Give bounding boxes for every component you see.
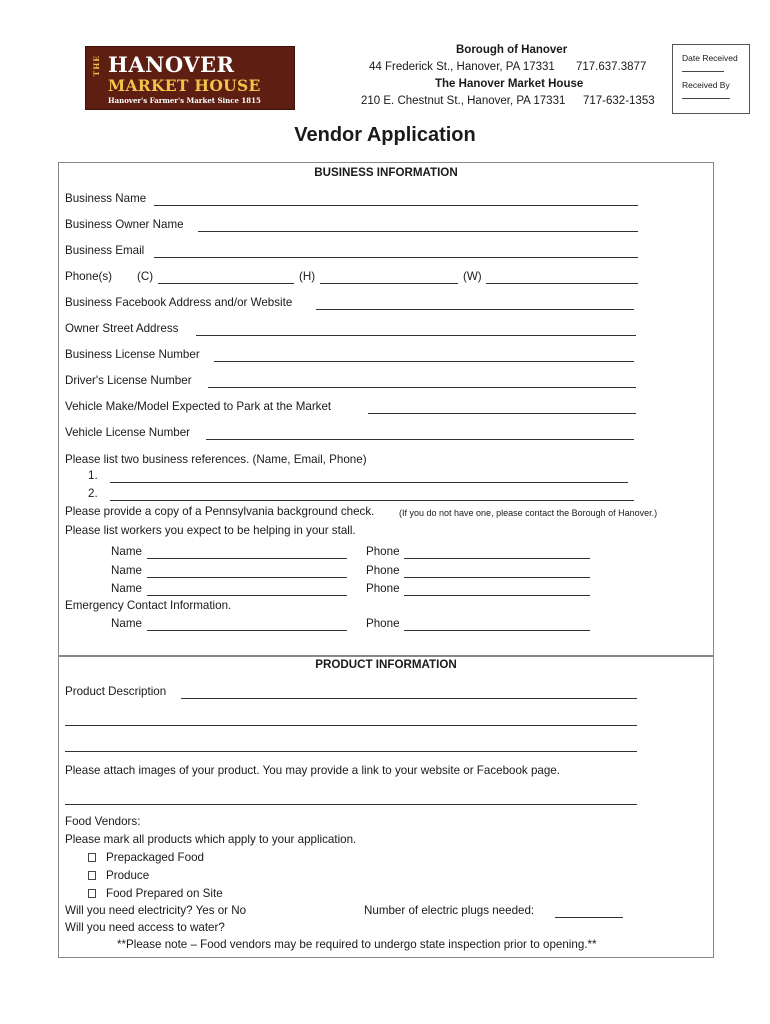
- owner-street-field[interactable]: [196, 335, 636, 336]
- electricity-question: Will you need electricity? Yes or No: [65, 904, 247, 917]
- worker-1-phone-field[interactable]: [404, 558, 590, 559]
- vehicle-license-field[interactable]: [206, 439, 634, 440]
- hanover-market-house-logo: [85, 46, 295, 110]
- borough-name: Borough of Hanover: [456, 44, 568, 56]
- reference-1-field[interactable]: [110, 482, 628, 483]
- product-link-field[interactable]: [65, 804, 637, 805]
- market-house-phone: 717-632-1353: [583, 95, 655, 107]
- vehicle-license-label: Vehicle License Number: [65, 426, 191, 439]
- received-by-field[interactable]: [682, 92, 730, 99]
- work-phone-field[interactable]: [486, 283, 638, 284]
- market-house-address: 210 E. Chestnut St., Hanover, PA 17331: [361, 95, 566, 107]
- cell-phone-field[interactable]: [158, 283, 294, 284]
- owner-name-label: Business Owner Name: [65, 218, 184, 231]
- logo-market-house: MARKET HOUSE: [108, 76, 261, 95]
- emergency-phone-field[interactable]: [404, 630, 590, 631]
- home-phone-label: (H): [299, 270, 316, 283]
- water-question: Will you need access to water?: [65, 921, 225, 934]
- vehicle-make-label: Vehicle Make/Model Expected to Park at the Market: [65, 400, 332, 413]
- worker-1-name-label: Name: [111, 545, 142, 558]
- emergency-phone-label: Phone: [366, 617, 400, 630]
- references-label: Please list two business references. (Name, Email, Phone): [65, 453, 367, 466]
- background-check-label: Please provide a copy of a Pennsylvania background check.: [65, 505, 375, 518]
- option-food-prepared-on-site[interactable]: [88, 887, 223, 900]
- product-description-field-1[interactable]: [181, 698, 637, 699]
- drivers-license-field[interactable]: [208, 387, 636, 388]
- emergency-contact-label: Emergency Contact Information.: [65, 599, 232, 612]
- food-prepared-label: Food Prepared on Site: [106, 887, 223, 900]
- borough-address: 44 Frederick St., Hanover, PA 17331: [369, 61, 555, 73]
- reference-1-number: 1.: [88, 469, 98, 482]
- business-license-label: Business License Number: [65, 348, 200, 361]
- option-produce[interactable]: [88, 869, 149, 882]
- logo-the: THE: [92, 55, 101, 77]
- owner-name-field[interactable]: [198, 231, 638, 232]
- worker-3-phone-field[interactable]: [404, 595, 590, 596]
- attach-images-label: Please attach images of your product. You may provide a link to your website or Facebook page.: [65, 764, 560, 777]
- prepackaged-food-label: Prepackaged Food: [106, 851, 204, 864]
- worker-1-name-field[interactable]: [147, 558, 347, 559]
- cell-phone-label: (C): [137, 270, 154, 283]
- business-email-field[interactable]: [154, 257, 638, 258]
- product-description-label: Product Description: [65, 685, 167, 698]
- electric-plugs-label: Number of electric plugs needed:: [364, 904, 535, 917]
- inspection-note: **Please note – Food vendors may be required to undergo state inspection prior to opening.**: [117, 938, 597, 951]
- worker-3-name-field[interactable]: [147, 595, 347, 596]
- logo-tagline: Hanover's Farmer's Market Since 1815: [108, 96, 261, 105]
- owner-street-label: Owner Street Address: [65, 322, 179, 335]
- business-information-heading: BUSINESS INFORMATION: [314, 166, 458, 179]
- worker-2-phone-label: Phone: [366, 564, 400, 577]
- home-phone-field[interactable]: [320, 283, 458, 284]
- facebook-website-field[interactable]: [316, 309, 634, 310]
- page-title: Vendor Application: [294, 124, 476, 146]
- worker-2-name-field[interactable]: [147, 577, 347, 578]
- worker-1-phone-label: Phone: [366, 545, 400, 558]
- reference-2-number: 2.: [88, 487, 98, 500]
- office-use-box: [672, 44, 750, 114]
- market-house-name: The Hanover Market House: [435, 78, 584, 90]
- worker-3-phone-label: Phone: [366, 582, 400, 595]
- worker-2-name-label: Name: [111, 564, 142, 577]
- business-email-label: Business Email: [65, 244, 145, 257]
- business-name-field[interactable]: [154, 205, 638, 206]
- date-received-field[interactable]: [682, 65, 724, 72]
- food-prepared-checkbox[interactable]: [88, 889, 96, 898]
- product-information-heading: PRODUCT INFORMATION: [315, 658, 457, 671]
- emergency-name-label: Name: [111, 617, 142, 630]
- business-license-field[interactable]: [214, 361, 634, 362]
- product-description-field-2[interactable]: [65, 725, 637, 726]
- prepackaged-food-checkbox[interactable]: [88, 853, 96, 862]
- produce-checkbox[interactable]: [88, 871, 96, 880]
- mark-products-label: Please mark all products which apply to your application.: [65, 833, 357, 846]
- worker-3-name-label: Name: [111, 582, 142, 595]
- borough-phone: 717.637.3877: [576, 61, 647, 73]
- background-check-note: (If you do not have one, please contact the Borough of Hanover.): [399, 508, 658, 518]
- date-received-label: Date Received: [682, 53, 738, 63]
- produce-label: Produce: [106, 869, 150, 882]
- vehicle-make-field[interactable]: [368, 413, 636, 414]
- work-phone-label: (W): [463, 270, 482, 283]
- business-name-label: Business Name: [65, 192, 147, 205]
- option-prepackaged-food[interactable]: [88, 851, 204, 864]
- logo-hanover: HANOVER: [108, 52, 235, 77]
- facebook-website-label: Business Facebook Address and/or Website: [65, 296, 293, 309]
- emergency-name-field[interactable]: [147, 630, 347, 631]
- reference-2-field[interactable]: [110, 500, 634, 501]
- electric-plugs-field[interactable]: [555, 917, 623, 918]
- drivers-license-label: Driver's License Number: [65, 374, 192, 387]
- product-description-field-3[interactable]: [65, 751, 637, 752]
- food-vendors-label: Food Vendors:: [65, 815, 141, 828]
- workers-label: Please list workers you expect to be helping in your stall.: [65, 524, 356, 537]
- phones-label: Phone(s): [65, 270, 113, 283]
- worker-2-phone-field[interactable]: [404, 577, 590, 578]
- received-by-label: Received By: [682, 80, 730, 90]
